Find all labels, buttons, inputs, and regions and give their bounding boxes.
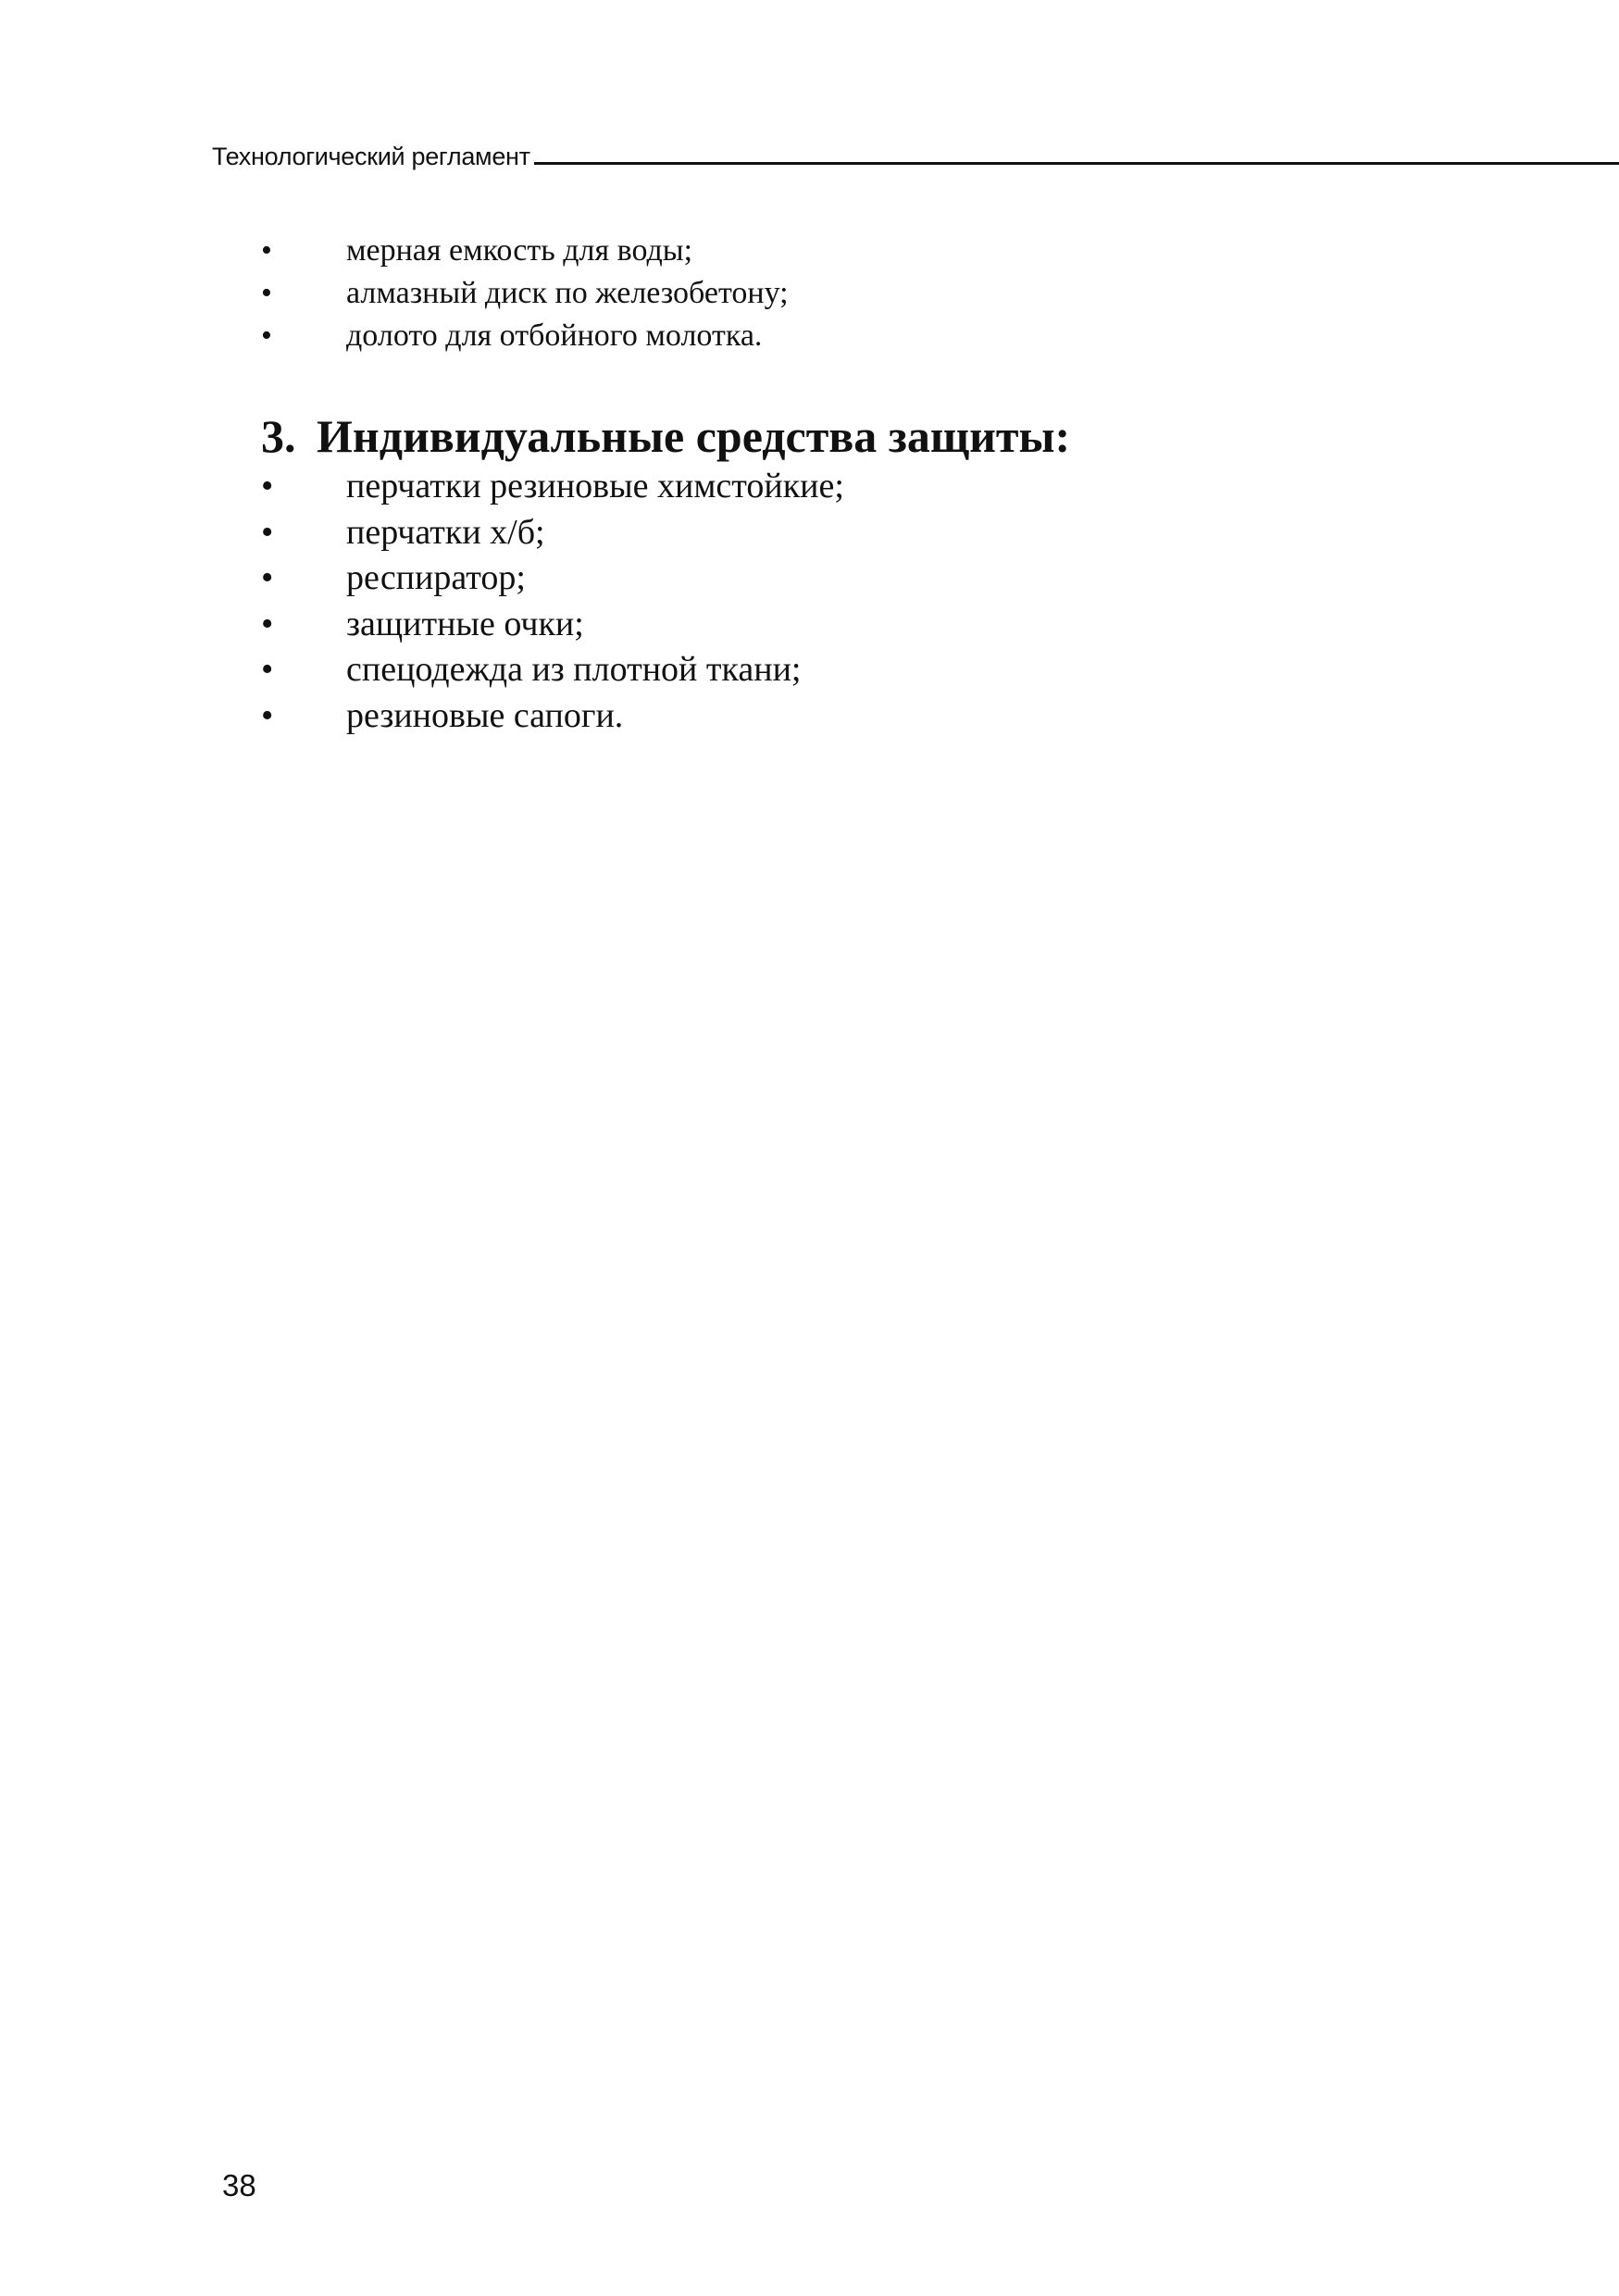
bullet-icon: •	[261, 604, 274, 643]
bullet-icon: •	[261, 276, 272, 310]
running-header	[212, 130, 1619, 170]
list-item	[261, 555, 844, 602]
ppe-list	[261, 464, 844, 739]
bullet-icon: •	[261, 467, 274, 505]
section-number: 3.	[261, 410, 296, 462]
list-item	[261, 464, 844, 510]
list-item	[261, 510, 844, 556]
list-item-text: респиратор;	[346, 558, 526, 597]
list-item	[261, 272, 789, 315]
section-title: Индивидуальные средства защиты:	[317, 410, 1071, 462]
bullet-icon: •	[261, 318, 272, 353]
list-item	[261, 315, 789, 357]
list-item-text: защитные очки;	[346, 604, 584, 643]
bullet-icon: •	[261, 233, 272, 268]
section-heading	[261, 409, 1070, 463]
list-item-text: перчатки резиновые химстойкие;	[346, 467, 844, 505]
list-item-text: алмазный диск по железобетону;	[346, 276, 789, 310]
list-item-text: резиновые сапоги.	[346, 695, 624, 735]
page-number: 38	[222, 2168, 256, 2202]
list-item-text: мерная емкость для воды;	[346, 233, 693, 268]
tools-list-continued	[261, 230, 789, 357]
list-item-text: долото для отбойного молотка.	[346, 318, 763, 353]
header-rule	[534, 162, 1619, 165]
list-item-text: перчатки х/б;	[346, 512, 545, 552]
bullet-icon: •	[261, 695, 274, 735]
list-item	[261, 602, 844, 648]
list-item	[261, 647, 844, 693]
list-item-text: спецодежда из плотной ткани;	[346, 650, 802, 689]
list-item	[261, 230, 789, 272]
list-item	[261, 693, 844, 740]
bullet-icon: •	[261, 650, 274, 689]
bullet-icon: •	[261, 558, 274, 597]
bullet-icon: •	[261, 512, 274, 552]
running-header-title: Технологический регламент	[212, 143, 530, 170]
